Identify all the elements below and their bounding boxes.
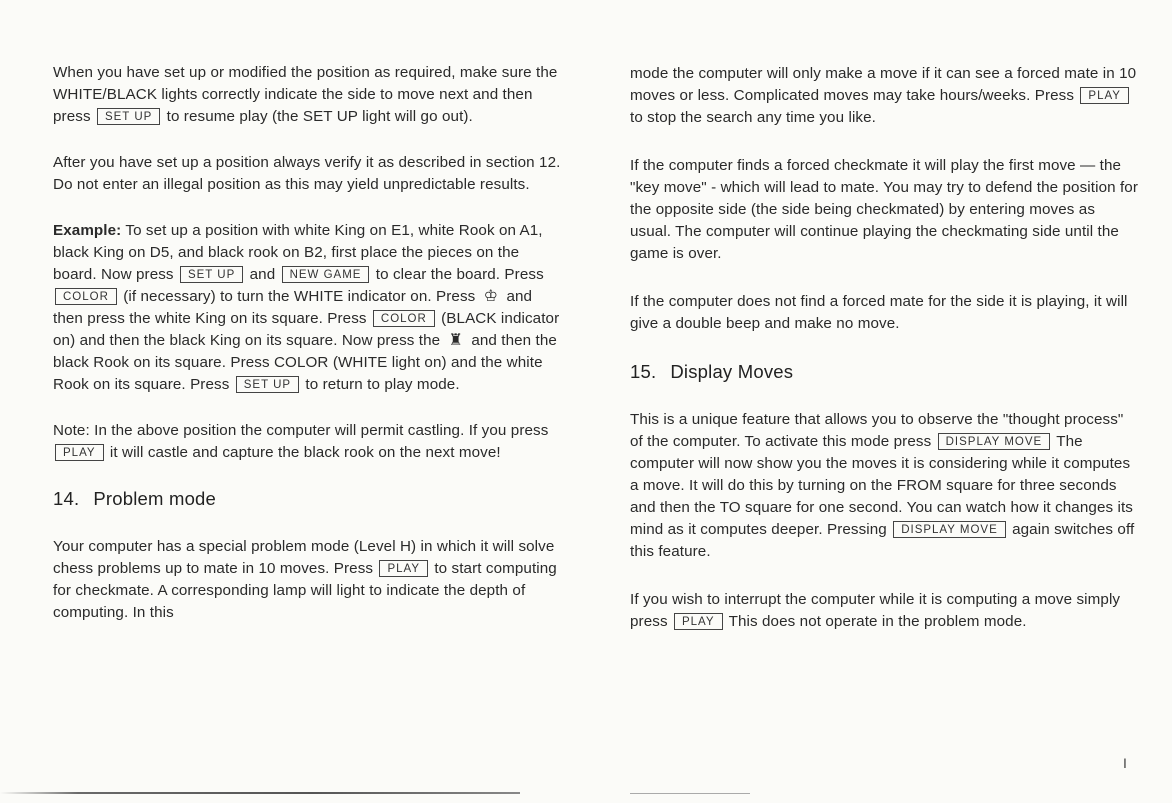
set-up-key: SET UP xyxy=(97,108,160,125)
text: Note: In the above position the computer will permit castling. If you press xyxy=(53,422,549,439)
rook-piece-icon: ♜ xyxy=(448,332,463,349)
set-up-key: SET UP xyxy=(180,266,243,283)
paragraph-no-forced-mate: If the computer does not find a forced mate for the side it is playing, it will give a double beep and make no move. xyxy=(630,293,1128,332)
paragraph-verify-position: After you have set up a position always verify it as described in section 12. Do not enter an illegal position as this may yield unpredictable results. xyxy=(53,154,561,193)
section-number: 14. xyxy=(53,488,80,509)
section-heading-15 xyxy=(630,361,1138,383)
text: it will castle and capture the black rook on the next move! xyxy=(109,444,501,461)
right-column xyxy=(630,63,1138,659)
text: to clear the board. Press xyxy=(375,266,544,283)
text: to return to play mode. xyxy=(305,376,460,393)
text: (if necessary) to turn the WHITE indicator on. Press xyxy=(123,288,476,305)
text: The computer will now show you the moves it is considering while it computes a move. It will do this by turning on the FROM square for three seconds and then the TO square for one second. You can watch how it changes its mind as it computes deeper. Pressing xyxy=(630,433,1133,538)
display-move-key: DISPLAY MOVE xyxy=(938,433,1051,450)
left-column xyxy=(53,62,565,648)
section-title: Display Moves xyxy=(670,361,794,382)
text: When you have set up or modified the position as required, make sure the WHITE/BLACK lights correctly indicate the side to move next and then press xyxy=(53,64,558,125)
paragraph-note xyxy=(53,420,565,464)
paragraph-problem-mode-cont xyxy=(630,63,1138,129)
section-title: Problem mode xyxy=(93,488,217,509)
color-key: COLOR xyxy=(55,288,117,305)
page-number: I xyxy=(1123,755,1127,771)
display-move-key: DISPLAY MOVE xyxy=(893,521,1006,538)
text: and then press the white King on its square. Press xyxy=(53,288,533,327)
new-game-key: NEW GAME xyxy=(282,266,370,283)
bottom-rule xyxy=(0,792,520,794)
king-piece-icon: ♔ xyxy=(483,288,499,305)
bottom-rule xyxy=(630,793,750,794)
play-key: PLAY xyxy=(674,613,723,630)
play-key: PLAY xyxy=(1080,87,1129,104)
example-label: Example: xyxy=(53,222,122,239)
paragraph-display-moves xyxy=(630,409,1138,563)
paragraph-interrupt xyxy=(630,589,1138,633)
text: to stop the search any time you like. xyxy=(630,109,876,126)
set-up-key: SET UP xyxy=(236,376,299,393)
text: and xyxy=(249,266,276,283)
text: This is a unique feature that allows you to observe the "thought process" of the computer. To activate this mode press xyxy=(630,411,1124,450)
text: to start computing for checkmate. A corresponding lamp will light to indicate the depth of computing. In this xyxy=(53,560,557,621)
section-heading-14 xyxy=(53,488,565,510)
paragraph-example xyxy=(53,220,565,396)
text: again switches off this feature. xyxy=(630,521,1135,560)
text: (BLACK indicator on) and then the black King on its square. Now press the xyxy=(53,310,560,349)
text: Your computer has a special problem mode (Level H) in which it will solve chess problems up to mate in 10 moves. Press xyxy=(53,538,555,577)
section-number: 15. xyxy=(630,361,657,382)
text: To set up a position with white King on E1, white Rook on A1, black King on D5, and black rook on B2, first place the pieces on the board. Now press xyxy=(53,222,543,283)
text: and then the black Rook on its square. Press COLOR (WHITE light on) and the white Rook on its square. Press xyxy=(53,332,557,393)
text: If you wish to interrupt the computer while it is computing a move simply press xyxy=(630,591,1121,630)
paragraph-forced-checkmate: If the computer finds a forced checkmate it will play the first move — the "key move" - which will lead to mate. You may try to defend the position for the opposite side (the side being checkmated) by entering moves as usual. The computer will continue playing the checkmating side until the game is over. xyxy=(630,157,1139,262)
play-key: PLAY xyxy=(55,444,104,461)
play-key: PLAY xyxy=(379,560,428,577)
text: This does not operate in the problem mode. xyxy=(728,613,1027,630)
text: to resume play (the SET UP light will go out). xyxy=(166,108,473,125)
paragraph-setup-resume xyxy=(53,62,565,128)
paragraph-problem-mode xyxy=(53,536,565,624)
color-key: COLOR xyxy=(373,310,435,327)
text: mode the computer will only make a move if it can see a forced mate in 10 moves or less. Complicated moves may take hours/weeks. Press xyxy=(630,65,1137,104)
